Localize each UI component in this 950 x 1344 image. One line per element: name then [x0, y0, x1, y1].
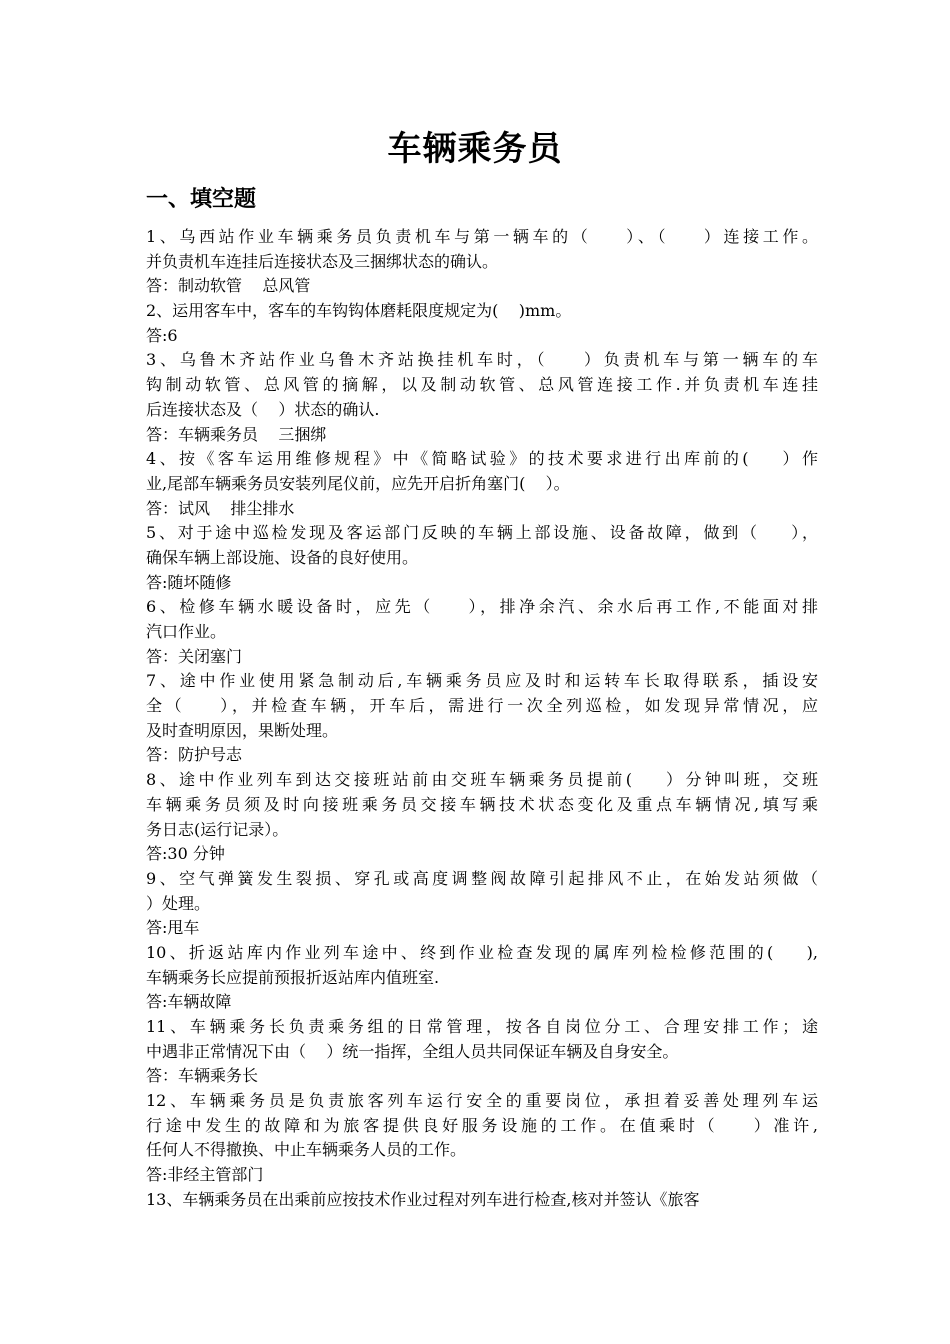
question-item — [146, 768, 818, 842]
question-text-line: 13、车辆乘务员在出乘前应按技术作业过程对列车进行检查,核对并签认《旅客 — [146, 1189, 700, 1209]
question-text-line: 车辆乘务员须及时向接班乘务员交接车辆技术状态变化及重点车辆情况,填写乘 — [146, 794, 818, 814]
question-item — [146, 225, 818, 274]
answer-text: 答：防护号志 — [146, 745, 243, 765]
question-text-line: 12、车辆乘务员是负责旅客列车运行安全的重要岗位，承担着妥善处理列车运 — [146, 1091, 818, 1111]
question-item — [146, 521, 818, 570]
question-text-line: 车辆乘务长应提前预报折返站库内值班室. — [146, 967, 440, 987]
question-text-line: 并负责机车连挂后连接状态及三捆绑状态的确认。 — [146, 251, 499, 271]
question-item — [146, 669, 818, 743]
question-text-line: 4、按《客车运用维修规程》中《简略试验》的技术要求进行出库前的( ）作 — [146, 449, 818, 469]
question-text-line: 后连接状态及（ ）状态的确认. — [146, 399, 380, 419]
answer-text: 答：车辆乘务长 — [146, 1066, 259, 1086]
question-text-line: 9、空气弹簧发生裂损、穿孔或高度调整阀故障引起排风不止，在始发站须做（ — [146, 868, 818, 888]
question-text-line: 及时查明原因，果断处理。 — [146, 720, 339, 740]
question-text-line: 3、乌鲁木齐站作业乌鲁木齐站换挂机车时，（ ）负责机车与第一辆车的车 — [146, 350, 818, 370]
question-text-line: 5、对于途中巡检发现及客运部门反映的车辆上部设施、设备故障，做到（ ）， — [146, 523, 818, 543]
question-text-line: 8、途中作业列车到达交接班站前由交班车辆乘务员提前( ）分钟叫班，交班 — [146, 770, 818, 790]
answer-text: 答:非经主管部门 — [146, 1165, 264, 1185]
answer-text: 答:车辆故障 — [146, 992, 232, 1012]
question-text-line: 业,尾部车辆乘务员安装列尾仪前，应先开启折角塞门( ）。 — [146, 473, 570, 493]
question-item — [146, 595, 818, 644]
question-text-line: 10、折返站库内作业列车途中、终到作业检查发现的属库列检检修范围的( ), — [146, 942, 818, 962]
question-text-line: 2、运用客车中，客车的车钩钩体磨耗限度规定为( )mm。 — [146, 301, 572, 321]
question-item — [146, 299, 818, 324]
answer-text: 答:甩车 — [146, 918, 200, 938]
answer-text: 答:6 — [146, 325, 178, 345]
question-text-line: 钩制动软管、总风管的摘解，以及制动软管、总风管连接工作.并负责机车连挂 — [146, 375, 818, 395]
question-text-line: 任何人不得撤换、中止车辆乘务人员的工作。 — [146, 1140, 467, 1160]
question-item — [146, 941, 818, 990]
question-text-line: 行途中发生的故障和为旅客提供良好服务设施的工作。在值乘时（ ）准许, — [146, 1115, 818, 1135]
question-text-line: 6、检修车辆水暖设备时，应先（ ），排净余汽、余水后再工作,不能面对排 — [146, 597, 818, 617]
question-item — [146, 447, 818, 496]
question-list — [146, 225, 818, 1213]
document-title: 车辆乘务员 — [387, 129, 563, 169]
question-text-line: 全（ ），并检查车辆，开车后，需进行一次全列巡检，如发现异常情况，应 — [146, 696, 818, 716]
question-text-line: 7、途中作业使用紧急制动后,车辆乘务员应及时和运转车长取得联系，插设安 — [146, 671, 818, 691]
question-text-line: ）处理。 — [146, 893, 211, 913]
question-text-line: 1、乌西站作业车辆乘务员负责机车与第一辆车的（ ）、（ ）连接工作。 — [146, 227, 818, 246]
question-item — [146, 1188, 818, 1213]
answer-text: 答：试风 排尘排水 — [146, 498, 295, 518]
answer-text: 答：制动软管 总风管 — [146, 276, 311, 296]
question-text-line: 确保车辆上部设施、设备的良好使用。 — [146, 547, 419, 567]
question-item — [146, 867, 818, 916]
question-item — [146, 1089, 818, 1163]
question-item — [146, 348, 818, 422]
answer-text: 答:随坏随修 — [146, 572, 232, 592]
question-item — [146, 1015, 818, 1064]
question-text-line: 11、车辆乘务长负责乘务组的日常管理，按各自岗位分工、合理安排工作；途 — [146, 1017, 818, 1036]
section-heading: 一、填空题 — [146, 187, 257, 212]
answer-text: 答:30 分钟 — [146, 844, 225, 864]
question-text-line: 务日志(运行记录）。 — [146, 819, 289, 839]
answer-text: 答：车辆乘务员 三捆绑 — [146, 424, 327, 444]
question-text-line: 中遇非正常情况下由（ ）统一指挥，全组人员共同保证车辆及自身安全。 — [146, 1041, 679, 1061]
answer-text: 答：关闭塞门 — [146, 646, 243, 666]
question-text-line: 汽口作业。 — [146, 622, 227, 641]
